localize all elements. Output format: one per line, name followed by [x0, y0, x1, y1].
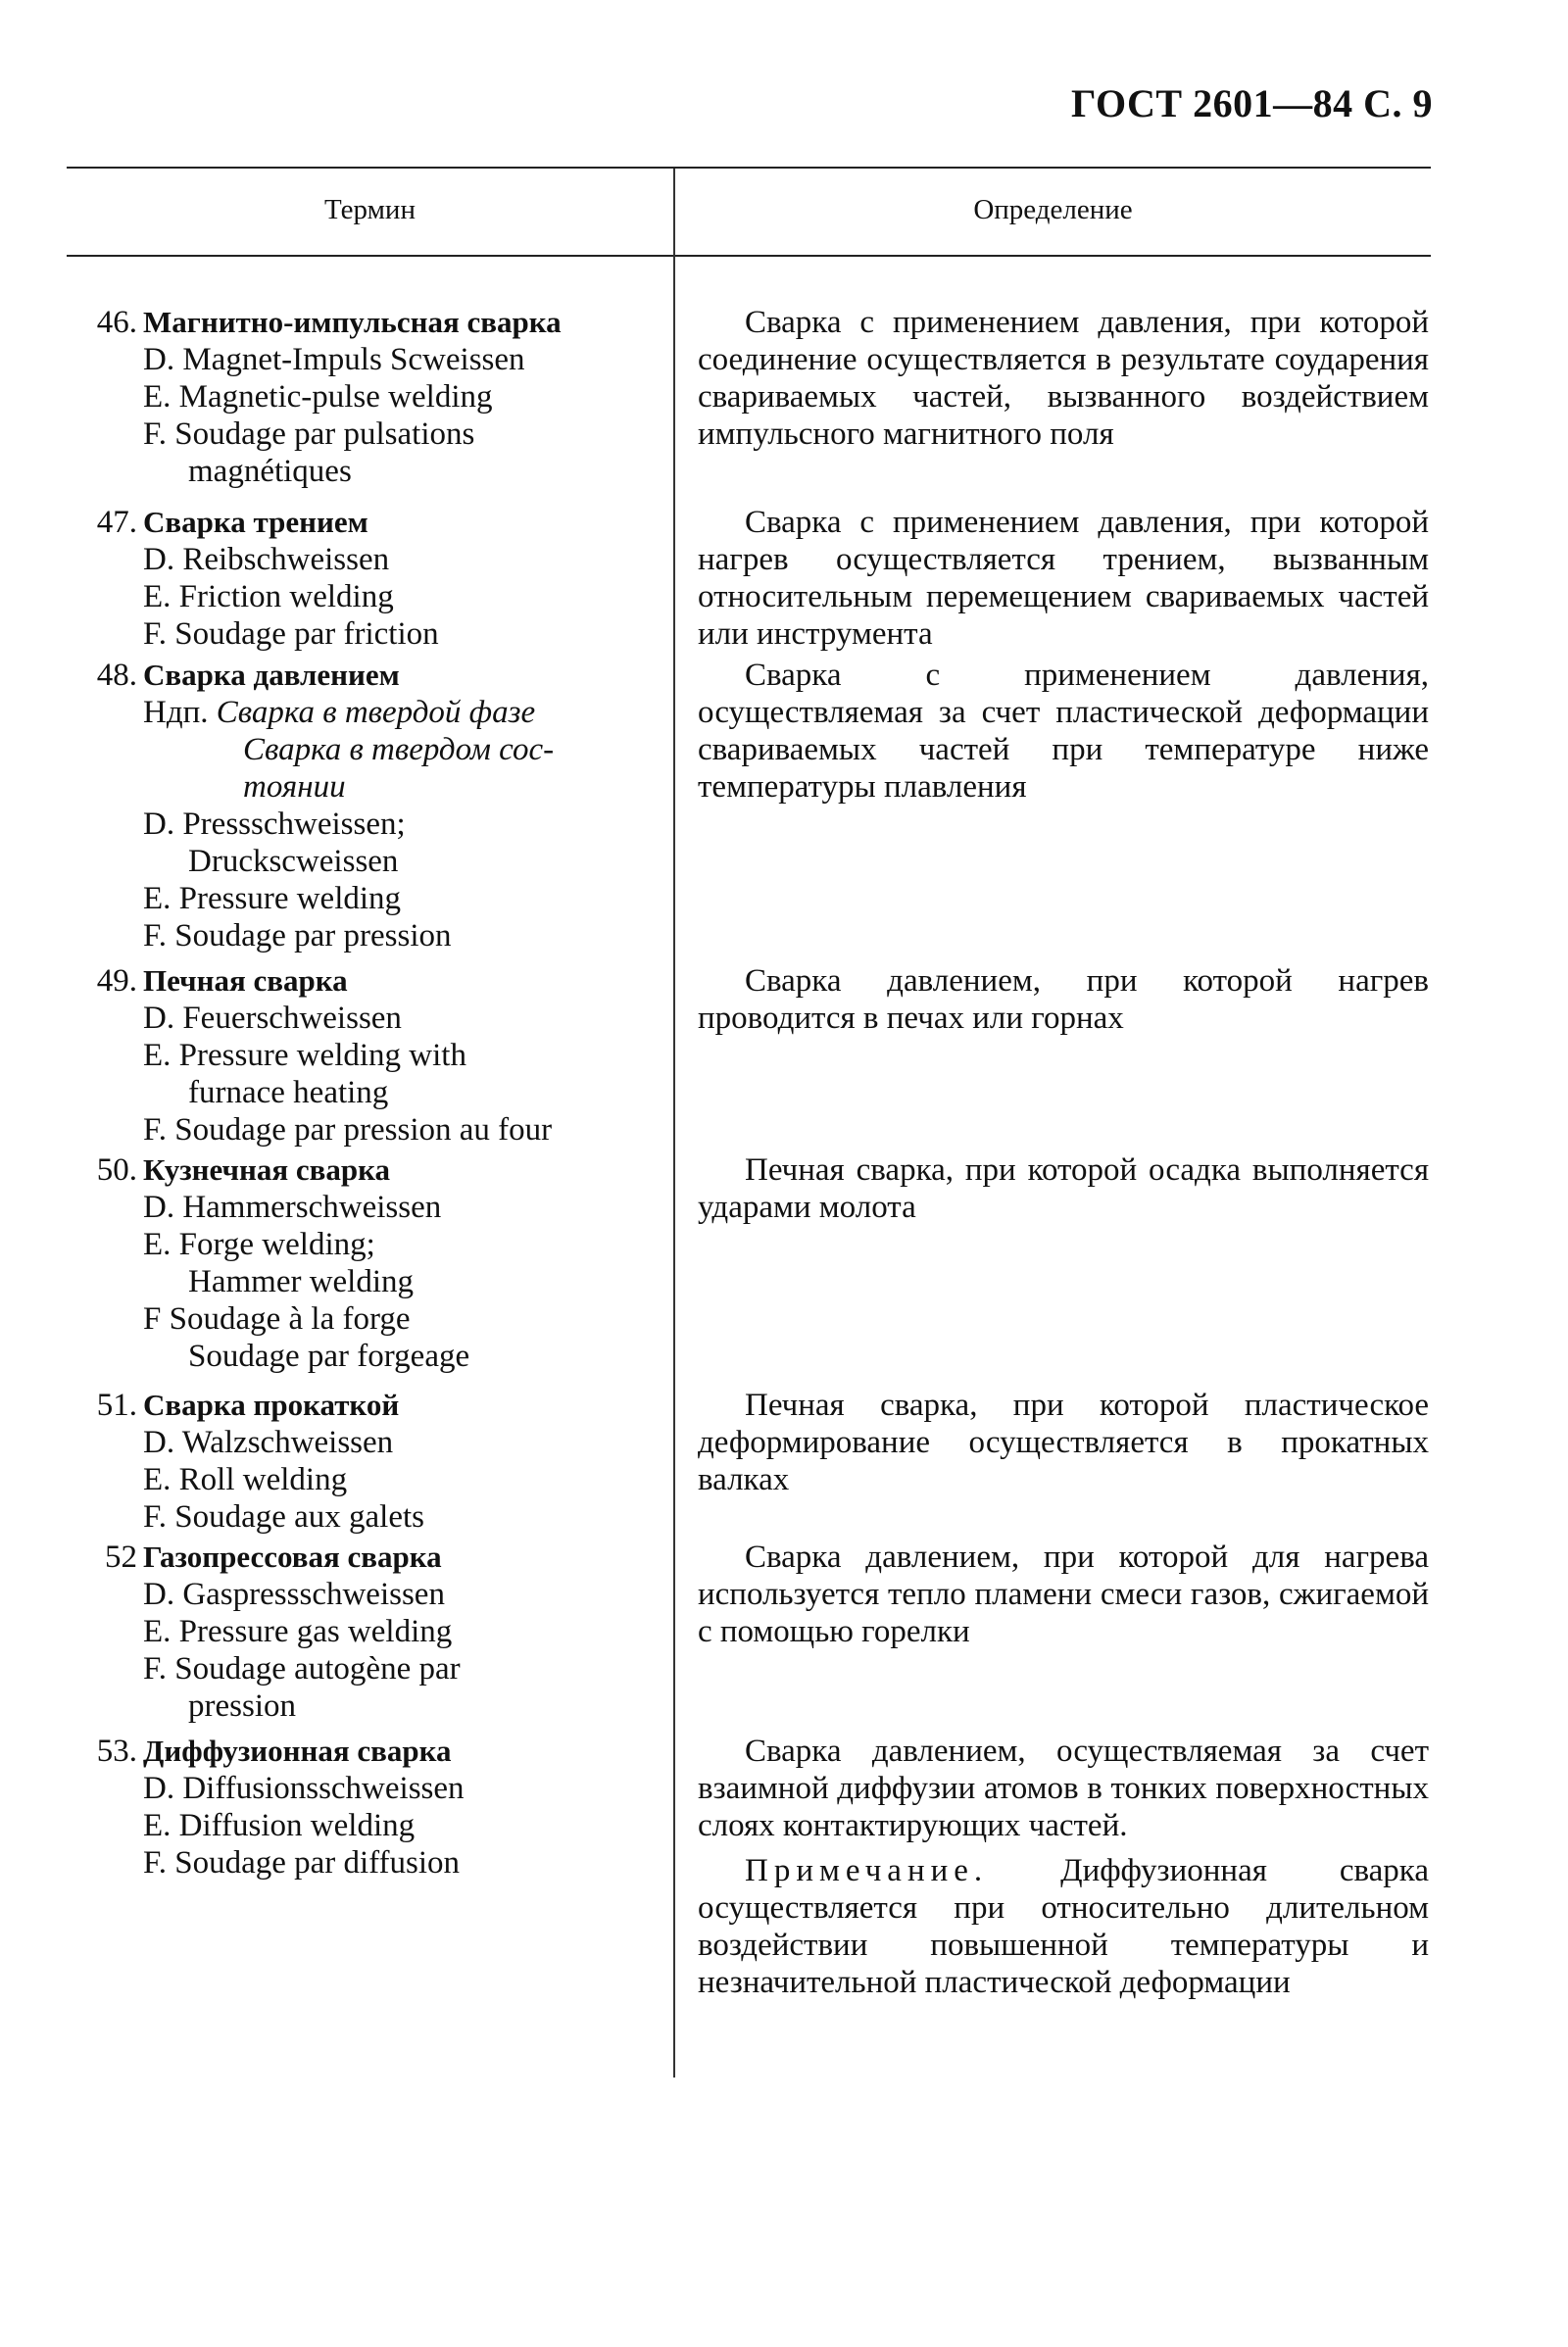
translation-de: D. Pressschweissen;	[143, 807, 406, 842]
translation-de: D. Reibschweissen	[143, 542, 390, 577]
term-number: 46.	[96, 305, 137, 340]
term-name: Печная сварка	[143, 963, 348, 998]
definition-text: Сварка с применением давления, при которой нагрев осуществляется трением, вызванным относительным перемещением свариваемых частей или инструмента	[698, 505, 1429, 652]
term-name: Кузнечная сварка	[143, 1152, 391, 1187]
term-number: 53.	[96, 1734, 137, 1769]
definition-cell	[698, 1539, 1429, 1658]
definition-text: Печная сварка, при которой пластическое деформирование осуществляется в прокатных валках	[698, 1388, 1429, 1497]
translation-fr: F Soudage à la forge	[143, 1301, 411, 1337]
translation-de: D. Hammerschweissen	[143, 1190, 442, 1225]
translation-fr-cont: pression	[188, 1688, 296, 1724]
translation-de: D. Magnet-Impuls Scweissen	[143, 342, 525, 377]
translation-en: E. Roll welding	[143, 1462, 348, 1497]
term-cell	[69, 1387, 666, 1536]
term-cell	[69, 1733, 666, 1882]
ndp-term-cont: тоянии	[243, 769, 346, 805]
table-column-divider	[673, 169, 675, 2078]
translation-de: D. Feuerschweissen	[143, 1001, 402, 1036]
definition-cell	[698, 1387, 1429, 1506]
table-top-rule	[67, 167, 1431, 169]
term-name: Сварка прокаткой	[143, 1388, 400, 1422]
translation-fr: F. Soudage par pression au four	[143, 1112, 553, 1148]
term-cell	[69, 657, 666, 954]
translation-fr: F. Soudage par pression	[143, 918, 452, 953]
definition-text: Сварка с применением давления, осуществляемая за счет пластической деформации свариваемых частей при температуре ниже температуры плавления	[698, 658, 1429, 805]
translation-fr-cont: Soudage par forgeage	[188, 1339, 470, 1374]
translation-fr: F. Soudage par friction	[143, 616, 439, 652]
term-name: Сварка трением	[143, 505, 368, 539]
term-cell	[69, 1151, 666, 1375]
term-number: 47.	[96, 505, 137, 540]
note-label: Примечание.	[745, 1853, 989, 1888]
term-number: 49.	[96, 963, 137, 999]
translation-en: E. Friction welding	[143, 579, 394, 614]
translation-en: E. Pressure welding	[143, 881, 402, 916]
translation-en: E. Diffusion welding	[143, 1808, 416, 1843]
definition-note	[698, 1852, 1429, 2001]
term-name: Магнитно-импульсная сварка	[143, 305, 562, 339]
note-text: Диффузионная сварка осуществляется при относительно длительном воздействии повышенной температуры и незначительной пластической деформации	[698, 1853, 1429, 2000]
definition-cell	[698, 657, 1429, 813]
definition-cell	[698, 504, 1429, 660]
translation-fr-cont: magnétiques	[188, 454, 352, 489]
definition-cell	[698, 1151, 1429, 1234]
translation-de: D. Diffusionsschweissen	[143, 1771, 465, 1806]
translation-en: E. Forge welding;	[143, 1227, 375, 1262]
term-number: 51.	[96, 1388, 137, 1423]
translation-en-cont: Hammer welding	[188, 1264, 415, 1299]
definition-text: Сварка давлением, при которой для нагрева используется тепло пламени смеси газов, сжигаемой с помощью горелки	[698, 1540, 1429, 1649]
term-name: Сварка давлением	[143, 658, 400, 692]
term-cell	[69, 1539, 666, 1725]
definition-cell	[698, 304, 1429, 461]
definition-cell	[698, 1733, 1429, 2009]
ndp-term: Сварка в твердом сос-	[243, 732, 555, 767]
column-header-definition: Определение	[973, 194, 1133, 225]
term-name: Газопрессовая сварка	[143, 1540, 442, 1574]
definition-text: Сварка давлением, осуществляемая за счет взаимной диффузии атомов в тонких поверхностных слоях контактирующих частей.	[698, 1734, 1429, 1843]
definition-cell	[698, 962, 1429, 1045]
term-cell	[69, 504, 666, 653]
translation-fr: F. Soudage par diffusion	[143, 1845, 461, 1881]
definition-text: Сварка давлением, при которой нагрев проводится в печах или горнах	[698, 963, 1429, 1036]
translation-en-cont: furnace heating	[188, 1075, 389, 1110]
translation-de-cont: Druckscweissen	[188, 844, 399, 879]
translation-en: E. Pressure gas welding	[143, 1614, 453, 1649]
term-cell	[69, 304, 666, 490]
translation-fr: F. Soudage autogène par	[143, 1651, 461, 1687]
column-header-term: Термин	[324, 194, 416, 225]
term-name: Диффузионная сварка	[143, 1734, 452, 1768]
page-header: ГОСТ 2601—84 С. 9	[1070, 81, 1433, 125]
term-number: 50.	[96, 1152, 137, 1188]
term-number: 52	[105, 1540, 137, 1575]
translation-fr: F. Soudage par pulsations	[143, 416, 475, 452]
translation-fr: F. Soudage aux galets	[143, 1499, 424, 1535]
translation-en: E. Pressure welding with	[143, 1038, 466, 1073]
translation-en: E. Magnetic-pulse welding	[143, 379, 493, 415]
term-number: 48.	[96, 658, 137, 693]
table-header-rule	[67, 255, 1431, 257]
definition-text: Сварка с применением давления, при которой соединение осуществляется в результате соударения свариваемых частей, вызванного воздействием импульсного магнитного поля	[698, 305, 1429, 452]
translation-de: D. Gaspressschweissen	[143, 1577, 445, 1612]
ndp-label: Ндп.	[143, 695, 209, 730]
definition-text: Печная сварка, при которой осадка выполняется ударами молота	[698, 1152, 1429, 1225]
translation-de: D. Walzschweissen	[143, 1425, 394, 1460]
term-cell	[69, 962, 666, 1149]
ndp-term: Сварка в твердой фазе	[216, 695, 536, 730]
